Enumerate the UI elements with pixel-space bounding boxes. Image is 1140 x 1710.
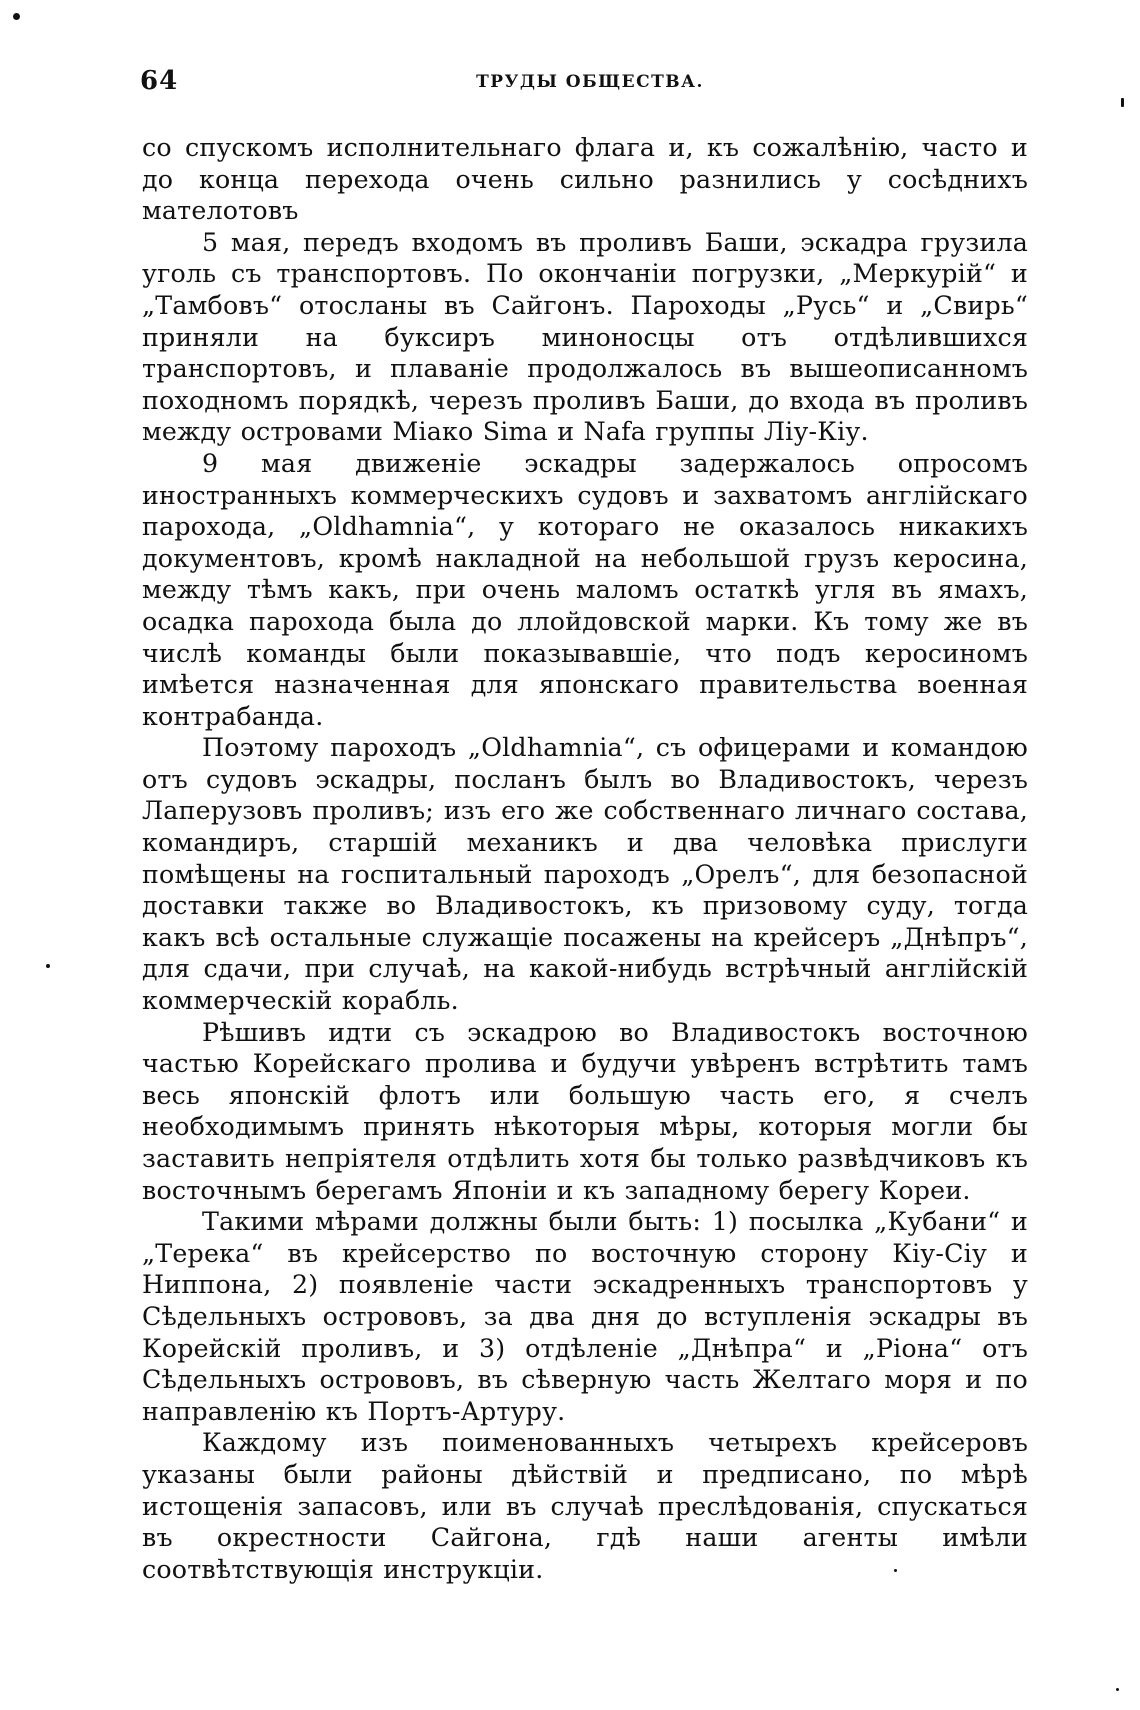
paragraph: Поэтому пароходъ „Oldhamnia“, съ офицерами и командою отъ судовъ эскадры, посланъ былъ во Владивостокъ, черезъ Лаперузовъ проливъ; изъ его же собственнаго личнаго состава, командиръ, старшій механикъ и два человѣка прислуги помѣщены на госпитальный пароходъ „Орелъ“, для безопасной доставки также во Владивостокъ, къ призовому суду, тогда какъ всѣ остальные служащіе посажены на крейсеръ „Днѣпръ“, для сдачи, при случаѣ, на какой-нибудь встрѣчный англійскій коммерческій корабль.: [142, 733, 1028, 1016]
page-header: [140, 66, 1040, 106]
paragraph: Такими мѣрами должны были быть: 1) посылка „Кубани“ и „Терека“ въ крейсерство по восточную сторону Кіу-Сіу и Ниппона, 2) появленіе части эскадренныхъ транспортовъ у Сѣдельныхъ острововъ, за два дня до вступленія эскадры въ Корейскій проливъ, и 3) отдѣленіе „Днѣпра“ и „Ріона“ отъ Сѣдельныхъ острововъ, въ сѣверную часть Желтаго моря и по направленію къ Портъ-Артуру.: [142, 1207, 1028, 1426]
running-title: ТРУДЫ ОБЩЕСТВА.: [476, 72, 704, 92]
paragraph: Рѣшивъ идти съ эскадрою во Владивостокъ восточною частью Корейскаго пролива и будучи увѣренъ встрѣтить тамъ весь японскій флотъ или большую часть его, я счелъ необходимымъ принять нѣкоторыя мѣры, которыя могли бы заставить непріятеля отдѣлить хотя бы только развѣдчиковъ къ восточнымъ берегамъ Японіи и къ западному берегу Кореи.: [142, 1017, 1028, 1205]
scan-speck-bottom-right: [1116, 1688, 1119, 1691]
scan-speck-bottom: [894, 1569, 897, 1572]
paragraph: 9 мая движеніе эскадры задержалось опросомъ иностранныхъ коммерческихъ судовъ и захватомъ англійскаго парохода, „Oldhamnia“, у котораго не оказалось никакихъ документовъ, кромѣ накладной на небольшой грузъ керосина, между тѣмъ какъ, при очень маломъ остаткѣ угля въ ямахъ, осадка парохода была до ллойдовской марки. Къ тому же въ числѣ команды были показывавшіе, что подъ керосиномъ имѣется назначенная для японскаго правительства военная контрабанда.: [142, 448, 1028, 731]
paragraph: Каждому изъ поименованныхъ четырехъ крейсеровъ указаны были районы дѣйствій и предписано, по мѣрѣ истощенія запасовъ, или въ случаѣ преслѣдованія, спускаться въ окрестности Сайгона, гдѣ наши агенты имѣли соотвѣтствующія инструкціи.: [142, 1428, 1028, 1584]
page-number: 64: [140, 66, 179, 96]
body-text: [142, 132, 1028, 1585]
paragraph: 5 мая, передъ входомъ въ проливъ Баши, эскадра грузила уголь съ транспортовъ. По окончаніи погрузки, „Меркурій“ и „Тамбовъ“ отосланы въ Сайгонъ. Пароходы „Русь“ и „Свирь“ приняли на буксиръ миноносцы отъ отдѣлившихся транспортовъ, и плаваніе продолжалось въ вышеописанномъ походномъ порядкѣ, черезъ проливъ Баши, до входа въ проливъ между островами Міако Sima и Nafa группы Ліу-Кіу.: [142, 227, 1028, 447]
scan-speck-left: [46, 964, 50, 968]
scan-speck-top-left: [13, 13, 20, 20]
paragraph-continuation: со спускомъ исполнительнаго флага и, къ сожалѣнію, часто и до конца перехода очень сильно разнились у сосѣднихъ мателотовъ: [142, 133, 1028, 226]
scan-speck-right: [1121, 98, 1124, 107]
